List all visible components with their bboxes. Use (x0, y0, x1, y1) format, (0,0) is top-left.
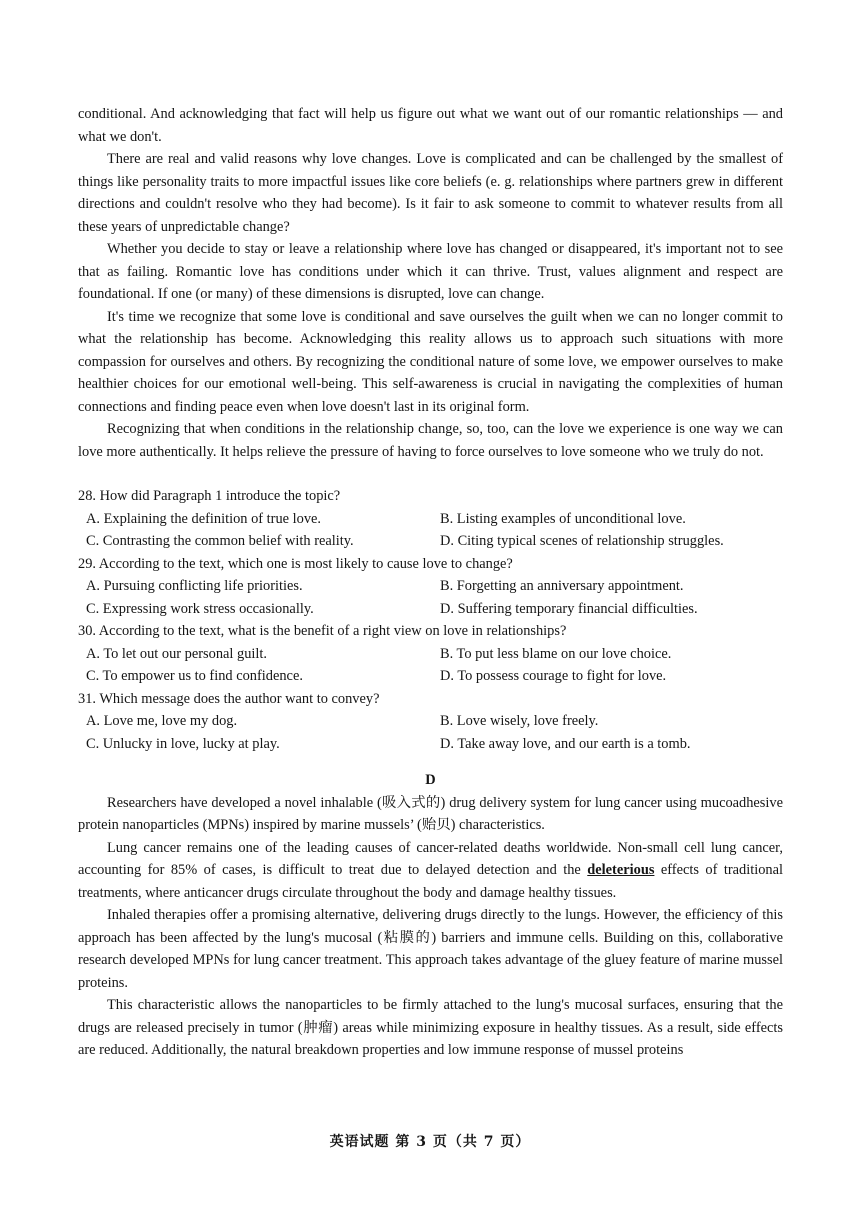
option-b: B. Love wisely, love freely. (440, 713, 599, 729)
passage-c-paragraph: It's time we recognize that some love is conditional and save ourselves the guilt when we can no longer commit to what the relationship has become. Acknowledging this reality allows us to approach such situations with more compassion for ourselves and others. By recognizing the conditional nature of some love, we empower ourselves to make healthier choices for our emotional well-being. This self-awareness is crucial in navigating the complexities of human connections and finding peace even when love doesn't last in its original form. (78, 308, 783, 415)
question-28 (78, 485, 783, 553)
passage-c-paragraph: There are real and valid reasons why love changes. Love is complicated and can be challenged by the smallest of things like personality traits to more impactful issues like core beliefs (e. g. relationships where partners grew in different directions and couldn't resolve who they had become). Is it fair to ask someone to commit to whatever results from all these years of unpredictable change? (78, 151, 783, 235)
passage-d-paragraph: Inhaled therapies offer a promising alternative, delivering drugs directly to the lungs. However, the efficiency of this approach has been affected by the lung's mucosal (粘膜的) barriers and immune cells. Building on this, collaborative research developed MPNs for lung cancer treatment. This approach takes advantage of the gluey feature of marine mussel proteins. (78, 907, 783, 991)
option-c: C. Contrasting the common belief with reality. (86, 533, 354, 549)
question-stem: 30. According to the text, what is the benefit of a right view on love in relationships? (78, 623, 567, 639)
question-30 (78, 620, 783, 688)
text-segment: Lung cancer remains one of the leading causes of cancer-related deaths worldwide. Non-small cell lung cancer, accounting for 85% of cases, is difficult to treat due to delayed detection and the (78, 839, 783, 878)
option-a: A. To let out our personal guilt. (86, 645, 267, 662)
option-c: C. To empower us to find confidence. (86, 668, 303, 684)
question-stem: 31. Which message does the author want to convey? (78, 690, 380, 707)
exam-page (78, 103, 783, 1062)
passage-c-paragraph: conditional. And acknowledging that fact will help us figure out what we want out of our romantic relationships — and what we don't. (78, 106, 783, 145)
option-c: C. Expressing work stress occasionally. (86, 600, 314, 617)
underlined-word: deleterious (587, 862, 655, 878)
passage-c-paragraph: Recognizing that when conditions in the relationship change, so, too, can the love we experience is one way we can love more authentically. It helps relieve the pressure of having to force ourselves to love someone who we truly do not. (78, 421, 783, 460)
spacer (78, 463, 783, 485)
passage-d-paragraph (78, 837, 783, 905)
option-a: A. Pursuing conflicting life priorities. (86, 578, 303, 594)
question-stem: 29. According to the text, which one is most likely to cause love to change? (78, 555, 513, 572)
option-d: D. Take away love, and our earth is a tomb. (440, 735, 691, 752)
question-31 (78, 688, 783, 756)
option-c: C. Unlucky in love, lucky at play. (86, 735, 280, 752)
option-b: B. Forgetting an anniversary appointment. (440, 578, 684, 594)
option-a: A. Explaining the definition of true love. (86, 510, 321, 527)
option-d: D. Suffering temporary financial difficulties. (440, 600, 698, 617)
page-footer: 英语试题 第 3 页（共 7 页） (329, 1134, 531, 1150)
section-title: D (425, 772, 436, 788)
question-29 (78, 553, 783, 621)
option-d: D. Citing typical scenes of relationship struggles. (440, 533, 724, 549)
option-b: B. To put less blame on our love choice. (440, 645, 672, 662)
passage-d-paragraph: This characteristic allows the nanoparticles to be firmly attached to the lung's mucosal surfaces, ensuring that the drugs are released precisely in tumor (肿瘤) areas while minimizing exposure in healthy tissues. As a result, side effects are reduced. Additionally, the natural breakdown properties and low immune response of mussel proteins (78, 997, 783, 1058)
question-stem: 28. How did Paragraph 1 introduce the topic? (78, 488, 341, 504)
passage-c-paragraph: Whether you decide to stay or leave a relationship where love has changed or disappeared, it's important not to see that as failing. Romantic love has conditions under which it can thrive. Trust, values alignment and respect are foundational. If one (or many) of these dimensions is disrupted, love can change. (78, 241, 783, 302)
passage-d-paragraph: Researchers have developed a novel inhalable (吸入式的) drug delivery system for lung cancer using mucoadhesive protein nanoparticles (MPNs) inspired by marine mussels’ (贻贝) characteristics. (78, 794, 783, 833)
option-d: D. To possess courage to fight for love. (440, 668, 667, 684)
option-a: A. Love me, love my dog. (86, 713, 238, 729)
text-segment: effects of traditional treatments, where anticancer drugs circulate throughout the body and damage healthy tissues. (78, 862, 783, 901)
option-b: B. Listing examples of unconditional love. (440, 510, 686, 527)
